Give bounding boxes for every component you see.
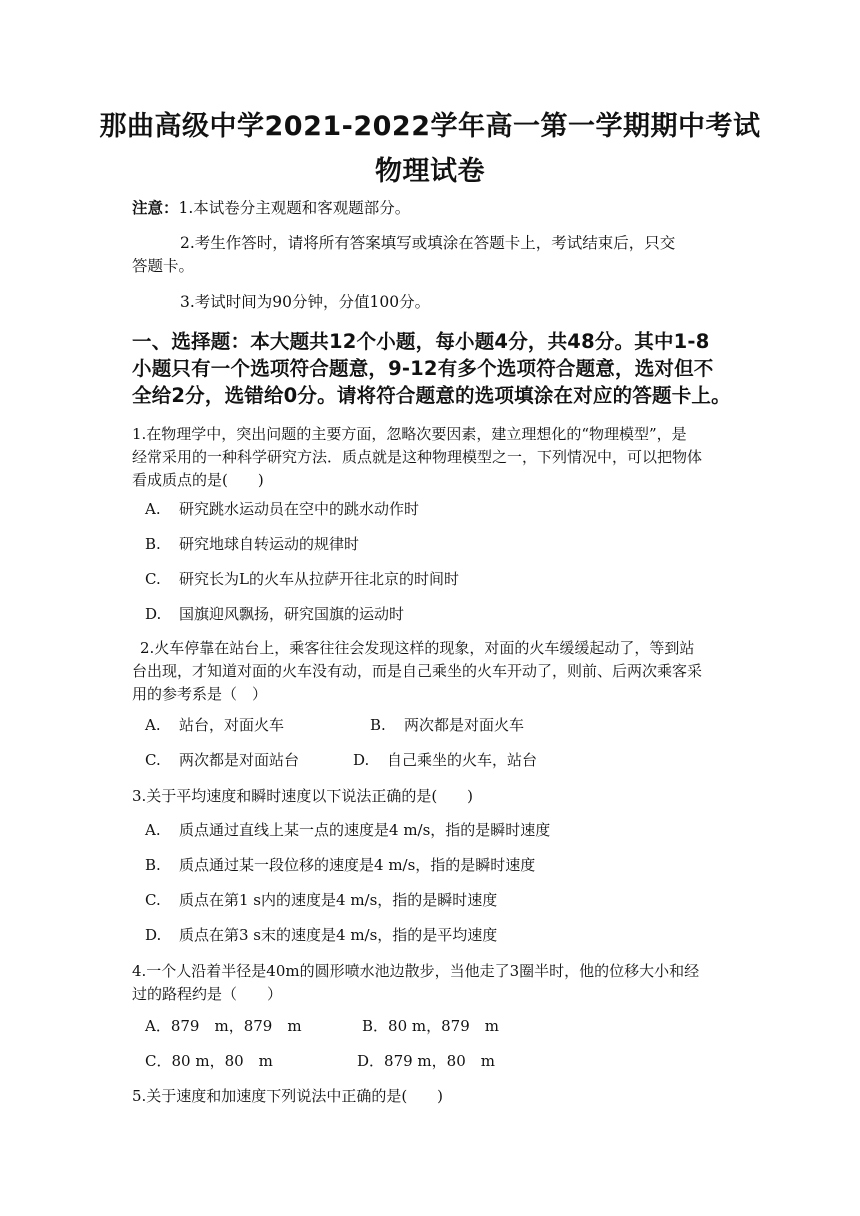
question-4-option-d — [357, 1050, 495, 1072]
notice-item-1: 1.本试卷分主观题和客观题部分。 — [178, 199, 411, 217]
notice-item-2-line-2: 答题卡。 — [132, 257, 195, 275]
option-label: C. — [145, 570, 161, 588]
question-3-line-1: 3.关于平均速度和瞬时速度以下说法正确的是( ) — [132, 787, 474, 805]
option-label: B. — [145, 535, 161, 553]
option-text: 80 m，879 m — [388, 1017, 499, 1035]
option-label: A. — [145, 500, 161, 518]
section-heading-line-2: 小题只有一个选项符合题意，9-12有多个选项符合题意，选对但不 — [132, 357, 714, 380]
option-label: C． — [145, 1052, 172, 1070]
option-text: 879 m，80 m — [384, 1052, 495, 1070]
option-text: 质点通过某一段位移的速度是4 m/s，指的是瞬时速度 — [179, 856, 536, 874]
option-label: D. — [353, 751, 370, 769]
question-4-option-a — [145, 1015, 302, 1037]
option-label: D. — [145, 926, 162, 944]
option-label: D． — [357, 1052, 385, 1070]
option-label: D. — [145, 605, 162, 623]
option-label: C. — [145, 891, 161, 909]
question-4-line-1: 4.一个人沿着半径是40m的圆形喷水池边散步，当他走了3圈半时，他的位移大小和经 — [132, 962, 700, 980]
question-1-line-3: 看成质点的是( ) — [132, 471, 264, 489]
question-4-line-2: 过的路程约是（ ） — [132, 985, 283, 1003]
question-1-line-1: 1.在物理学中，突出问题的主要方面，忽略次要因素，建立理想化的“物理模型”，是 — [132, 425, 687, 443]
option-label: B. — [370, 716, 386, 734]
option-text: 80 m，80 m — [171, 1052, 273, 1070]
option-label: A． — [145, 1017, 171, 1035]
notice-label: 注意： — [132, 198, 179, 217]
option-text: 质点在第1 s内的速度是4 m/s，指的是瞬时速度 — [179, 891, 498, 909]
option-label: A. — [145, 716, 161, 734]
option-text: 两次都是对面火车 — [404, 716, 525, 734]
question-2-line-1: 2.火车停靠在站台上，乘客往往会发现这样的现象，对面的火车缓缓起动了，等到站 — [140, 639, 695, 657]
exam-title: 那曲高级中学2021-2022学年高一第一学期期中考试 — [99, 111, 761, 142]
option-text: 自己乘坐的火车，站台 — [387, 751, 538, 769]
option-label: C. — [145, 751, 161, 769]
option-text: 质点通过直线上某一点的速度是4 m/s，指的是瞬时速度 — [179, 821, 551, 839]
question-2-line-2: 台出现，才知道对面的火车没有动，而是自己乘坐的火车开动了，则前、后两次乘客采 — [132, 662, 703, 680]
option-text: 国旗迎风飘扬，研究国旗的运动时 — [179, 605, 405, 623]
option-text: 研究长为L的火车从拉萨开往北京的时间时 — [179, 570, 459, 588]
option-text: 站台，对面火车 — [179, 716, 285, 734]
question-1-line-2: 经常采用的一种科学研究方法．质点就是这种物理模型之一，下列情况中，可以把物体 — [132, 448, 703, 466]
option-text: 质点在第3 s末的速度是4 m/s，指的是平均速度 — [179, 926, 498, 944]
notice-line-1 — [132, 197, 732, 219]
question-4-option-c — [145, 1050, 273, 1072]
question-2-line-3: 用的参考系是（ ） — [132, 685, 268, 703]
option-text: 研究跳水运动员在空中的跳水动作时 — [179, 500, 420, 518]
question-4-option-b — [362, 1015, 499, 1037]
question-5-line-1: 5.关于速度和加速度下列说法中正确的是( ) — [132, 1087, 444, 1105]
notice-item-3: 3.考试时间为90分钟，分值100分。 — [180, 293, 431, 311]
section-heading-line-3: 全给2分，选错给0分。请将符合题意的选项填涂在对应的答题卡上。 — [132, 384, 731, 407]
option-text: 两次都是对面站台 — [179, 751, 300, 769]
section-heading-line-1: 一、选择题：本大题共12个小题，每小题4分，共48分。其中1-8 — [132, 330, 710, 353]
option-text: 879 m，879 m — [170, 1017, 302, 1035]
exam-subtitle: 物理试卷 — [375, 156, 485, 187]
option-label: A. — [145, 821, 161, 839]
option-label: B． — [362, 1017, 389, 1035]
notice-item-2-line-1: 2.考生作答时，请将所有答案填写或填涂在答题卡上，考试结束后，只交 — [180, 234, 676, 252]
option-text: 研究地球自转运动的规律时 — [179, 535, 360, 553]
option-label: B. — [145, 856, 161, 874]
